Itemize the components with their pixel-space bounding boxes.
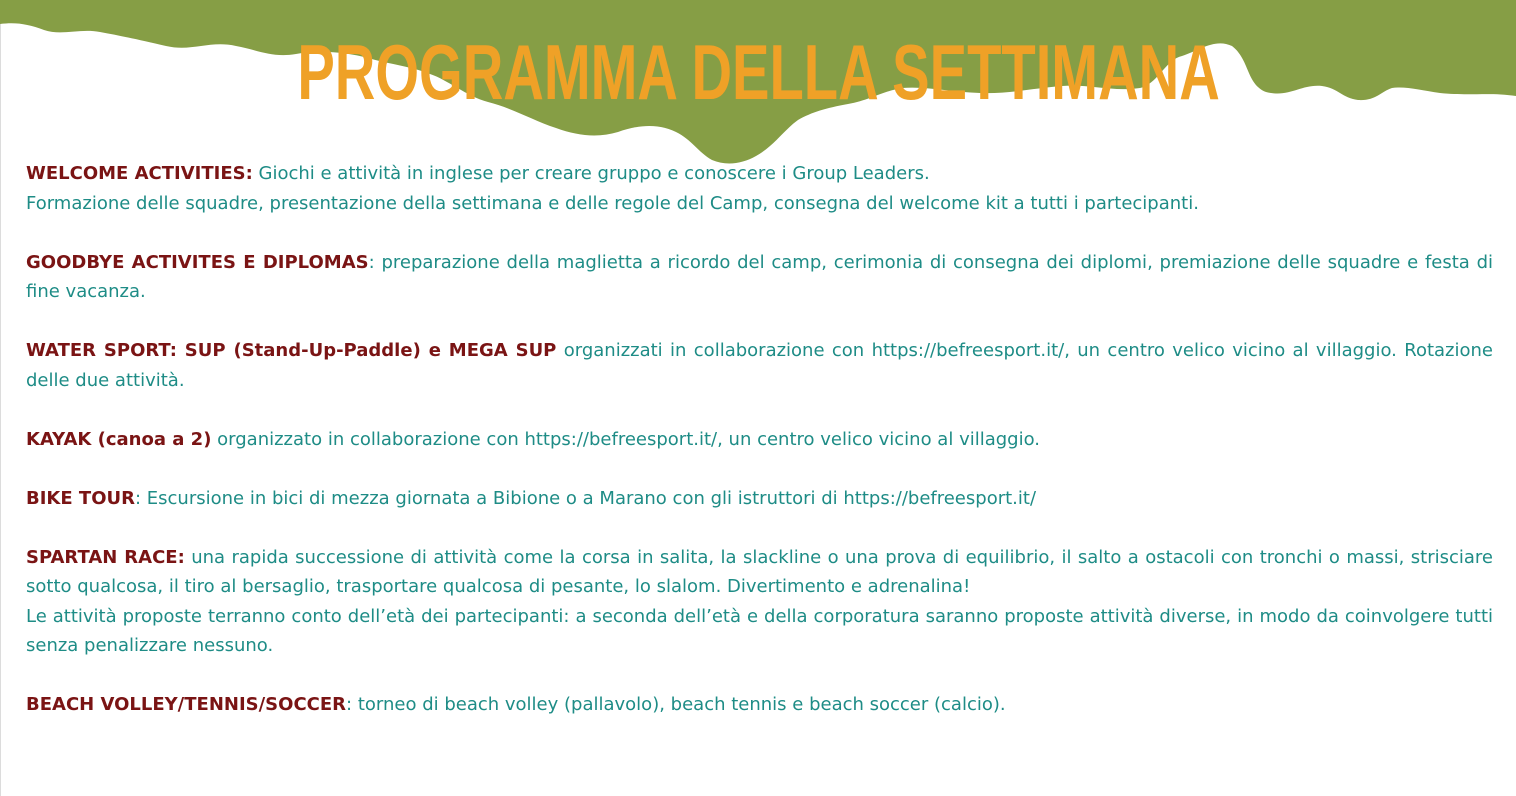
section-lead: KAYAK (canoa a 2)	[26, 428, 212, 450]
section-text: Giochi e attività in inglese per creare gruppo e conoscere i Group Leaders.	[252, 163, 930, 184]
section-goodbye-activities	[26, 248, 1493, 307]
section-beach-sports	[26, 690, 1493, 720]
section-text: organizzato in collaborazione con https://befreesport.it/, un centro velico vicino al villaggio.	[211, 428, 1041, 450]
section-welcome-line	[26, 159, 1493, 189]
section-spartan-race	[26, 543, 1493, 661]
section-lead: WATER SPORT: SUP (Stand-Up-Paddle) e MEGA SUP	[26, 340, 557, 361]
section-extra-text: Le attività proposte terranno conto dell’età dei partecipanti: a seconda dell’età e della corporatura saranno proposte attività diverse, in modo da coinvolgere tutti senza penalizzare nessuno.	[26, 605, 1493, 656]
section-text: organizzati in collaborazione con https://befreesport.it/, un centro velico vicino al villaggio. Rotazione delle due attività.	[26, 340, 1493, 391]
section-text: : preparazione della maglietta a ricordo del camp, cerimonia di consegna dei diplomi, premiazione delle squadre e festa di fine vacanza.	[26, 251, 1494, 302]
page-title: PROGRAMMA DELLA SETTIMANA	[297, 28, 1220, 116]
section-lead: GOODBYE ACTIVITES E DIPLOMAS	[26, 251, 369, 273]
section-extra-text: Formazione delle squadre, presentazione della settimana e delle regole del Camp, consegna del welcome kit a tutti i partecipanti.	[26, 192, 1199, 214]
section-lead: SPARTAN RACE:	[26, 546, 185, 568]
section-text: : torneo di beach volley (pallavolo), beach tennis e beach soccer (calcio).	[346, 694, 1006, 715]
section-water-sport	[26, 336, 1493, 395]
section-lead: WELCOME ACTIVITIES:	[26, 163, 253, 184]
section-bike-tour	[26, 484, 1493, 514]
section-welcome-activities	[26, 159, 1493, 218]
program-content	[26, 159, 1493, 749]
section-lead: BIKE TOUR	[26, 487, 135, 509]
section-kayak	[26, 425, 1493, 455]
section-text: : Escursione in bici di mezza giornata a Bibione o a Marano con gli istruttori di https://befreesport.it/	[134, 487, 1037, 509]
section-text: una rapida successione di attività come la corsa in salita, la slackline o una prova di equilibrio, il salto a ostacoli con tronchi o massi, strisciare sotto qualcosa, il tiro al bersaglio, trasportare qualcosa di pesante, lo slalom. Divertimento e adrenalina!	[26, 546, 1493, 597]
section-spartan-main	[26, 543, 1493, 602]
section-lead: BEACH VOLLEY/TENNIS/SOCCER	[26, 694, 347, 715]
